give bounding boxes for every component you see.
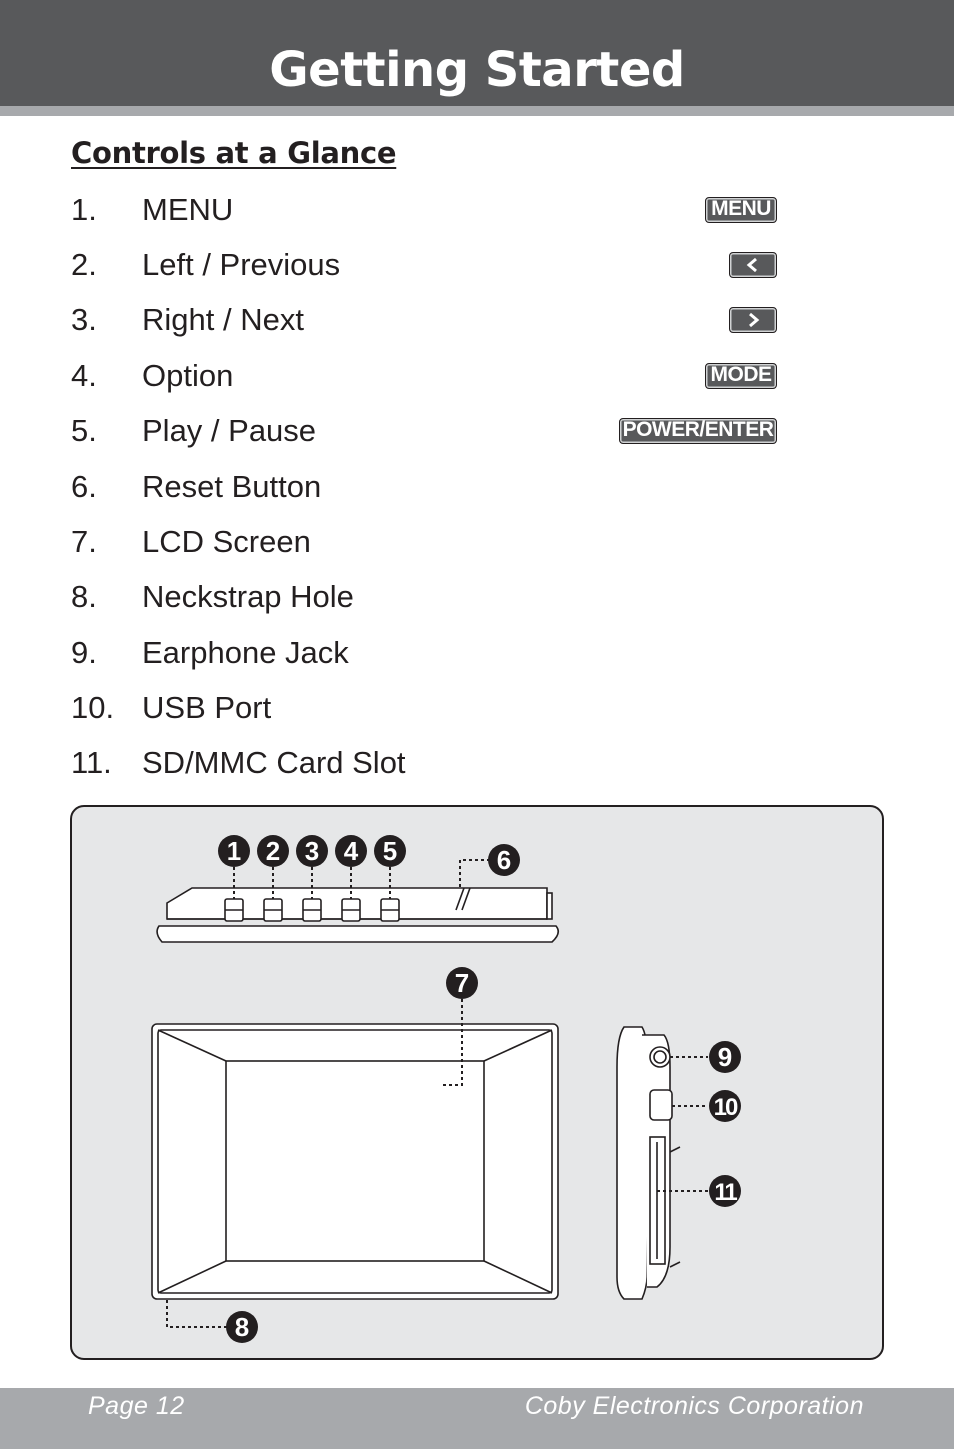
leader-8: [167, 1299, 227, 1327]
item-label: Neckstrap Hole: [142, 579, 354, 614]
item-number: 11.: [71, 745, 112, 780]
menu-button-graphic: MENU: [705, 197, 777, 223]
callout-8: [226, 1311, 258, 1343]
page-title: Getting Started: [269, 42, 685, 98]
callout-9-label: 9: [717, 1042, 733, 1072]
company-name: Coby Electronics Corporation: [524, 1392, 864, 1420]
callout-4: [335, 835, 367, 867]
callout-8-label: 8: [234, 1312, 250, 1342]
item-number: 8.: [71, 579, 97, 614]
item-number: 2.: [71, 247, 97, 282]
device-diagram: [70, 805, 884, 1360]
callout-10-label: 10: [713, 1094, 737, 1121]
device-diagram-svg: [72, 807, 882, 1358]
list-item-lcd: [71, 522, 831, 562]
device-top-side-button: [547, 893, 552, 919]
item-label: SD/MMC Card Slot: [142, 745, 406, 780]
list-item-option: [71, 356, 831, 396]
callout-1-label: 1: [226, 836, 242, 866]
item-label: Left / Previous: [142, 247, 341, 282]
callout-5-label: 5: [382, 836, 398, 866]
chevron-right-icon: [745, 312, 761, 328]
item-label: LCD Screen: [142, 524, 311, 559]
lcd-screen: [226, 1061, 484, 1261]
callout-7: [446, 967, 478, 999]
device-top-base: [157, 926, 558, 942]
leader-6: [460, 860, 490, 887]
callout-5: [374, 835, 406, 867]
mode-button-graphic: MODE: [705, 363, 777, 389]
callout-10: [709, 1090, 741, 1122]
list-item-left-previous: [71, 245, 831, 285]
callout-3: [296, 835, 328, 867]
callout-2: [257, 835, 289, 867]
callout-9: [709, 1041, 741, 1073]
item-number: 3.: [71, 302, 97, 337]
list-item-menu: [71, 190, 831, 230]
page-number: Page 12: [88, 1392, 185, 1420]
device-side-body: [617, 1027, 647, 1299]
item-number: 6.: [71, 469, 97, 504]
callout-11-label: 11: [714, 1179, 736, 1206]
section-heading: Controls at a Glance: [71, 136, 397, 170]
power-enter-button-graphic: POWER/ENTER: [619, 418, 777, 444]
usb-port: [650, 1090, 672, 1120]
chevron-left-icon: [745, 257, 761, 273]
list-item-usb: [71, 688, 831, 728]
header-stripe: [0, 106, 954, 116]
left-button-graphic: [729, 252, 777, 278]
list-item-play-pause: [71, 411, 831, 451]
callout-7-label: 7: [454, 968, 470, 998]
callout-2-label: 2: [265, 836, 281, 866]
callout-3-label: 3: [304, 836, 320, 866]
right-button-graphic: [729, 307, 777, 333]
item-number: 4.: [71, 358, 97, 393]
item-label: Right / Next: [142, 302, 304, 337]
item-label: Earphone Jack: [142, 635, 349, 670]
callout-4-label: 4: [343, 836, 359, 866]
item-label: MENU: [142, 192, 234, 227]
item-label: Play / Pause: [142, 413, 317, 448]
item-label: USB Port: [142, 690, 272, 725]
list-item-reset: [71, 467, 831, 507]
item-number: 7.: [71, 524, 97, 559]
callout-1: [218, 835, 250, 867]
callout-11: [709, 1175, 741, 1207]
item-number: 9.: [71, 635, 97, 670]
list-item-sd-card: [71, 743, 831, 783]
item-number: 10.: [71, 690, 115, 725]
list-item-neckstrap: [71, 577, 831, 617]
item-label: Reset Button: [142, 469, 322, 504]
item-number: 5.: [71, 413, 97, 448]
list-item-right-next: [71, 300, 831, 340]
callout-6-label: 6: [496, 845, 512, 875]
item-label: Option: [142, 358, 234, 393]
item-number: 1.: [71, 192, 97, 227]
list-item-earphone: [71, 633, 831, 673]
earphone-jack: [650, 1047, 670, 1067]
callout-6: [488, 844, 520, 876]
